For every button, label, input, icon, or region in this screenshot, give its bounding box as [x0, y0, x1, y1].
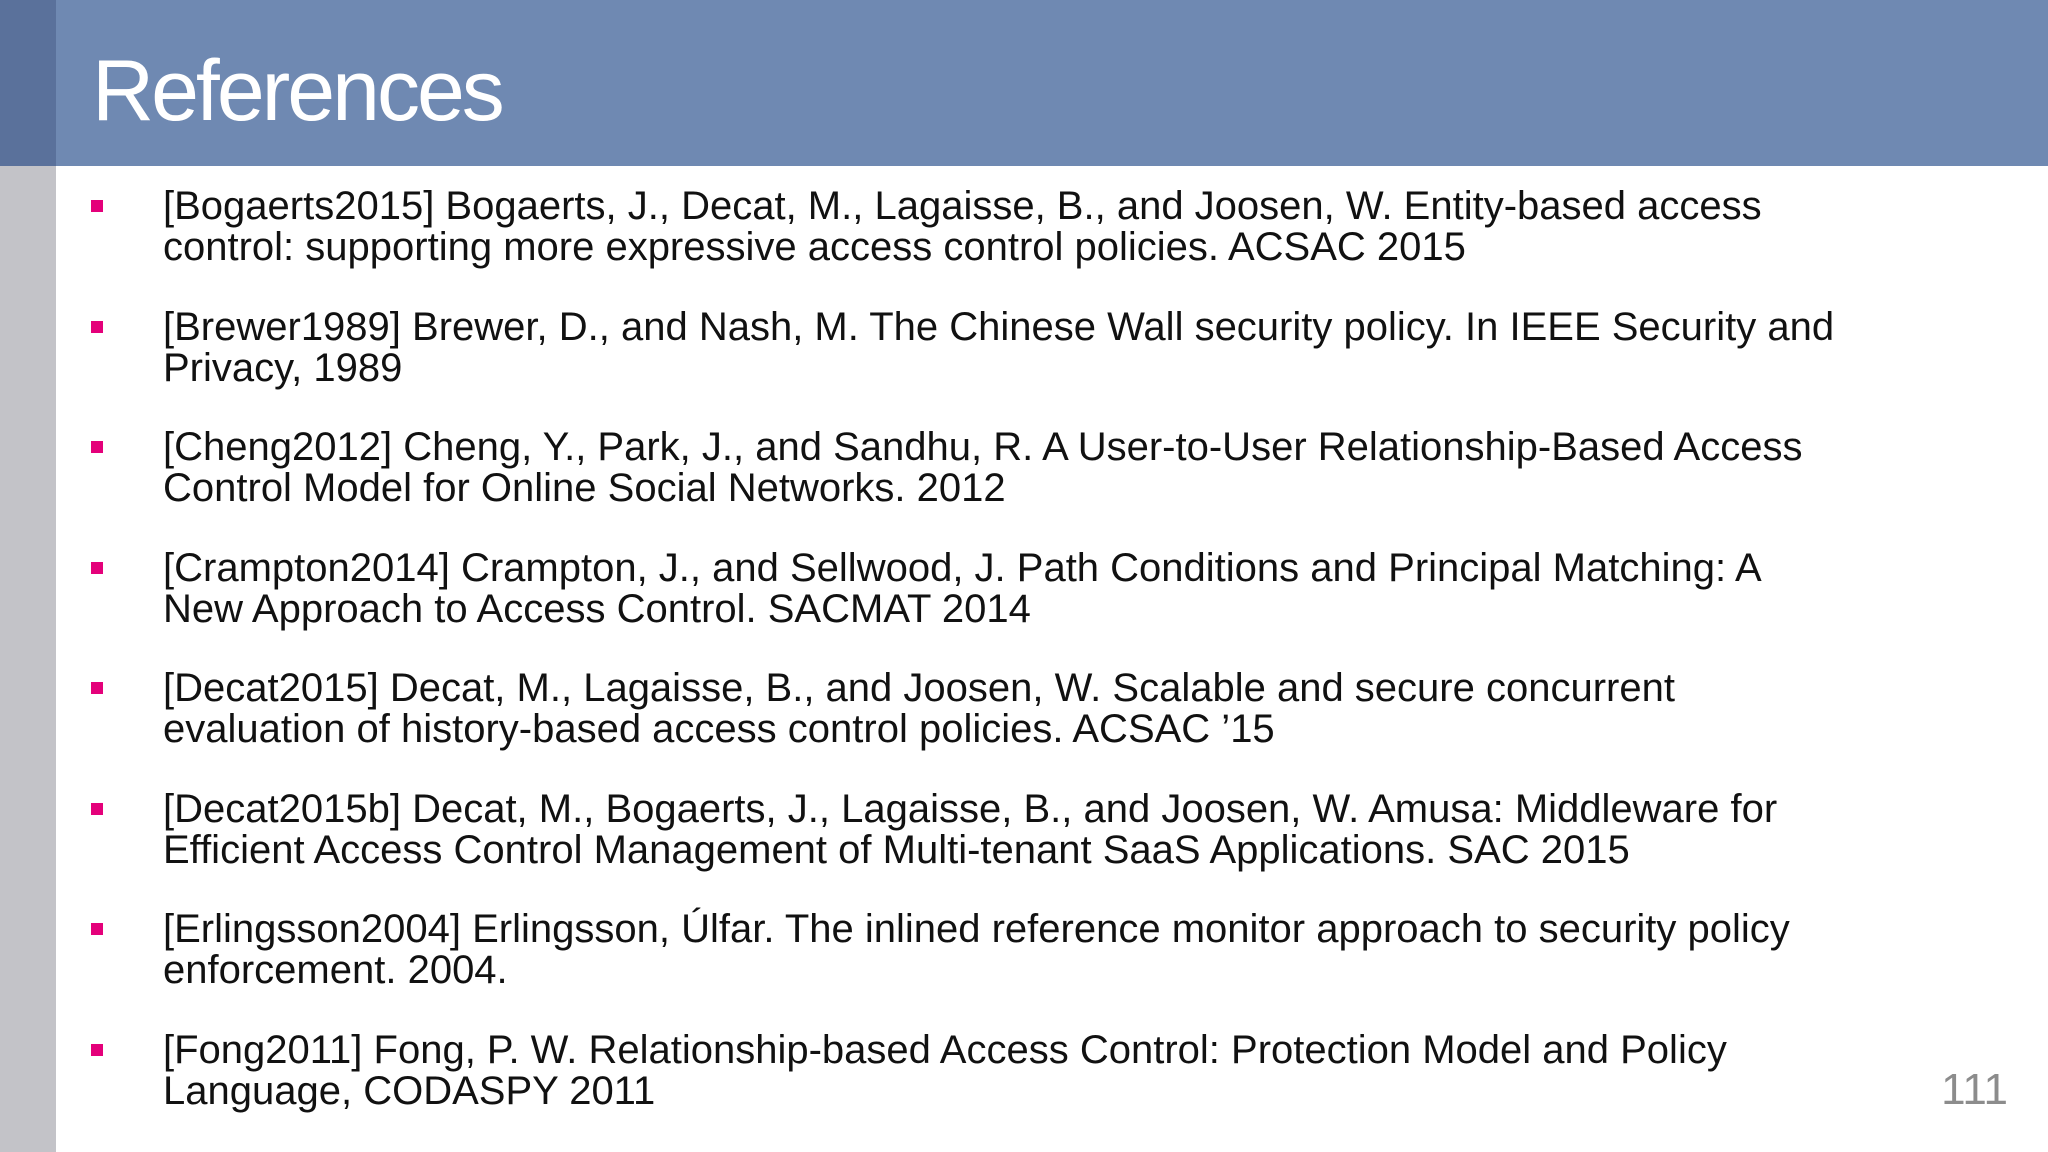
- reference-text: [163, 786, 2023, 872]
- reference-line: [Decat2015] Decat, M., Lagaisse, B., and Joosen, W. Scalable and secure concurrent: [163, 666, 1675, 710]
- reference-text: [163, 427, 2023, 509]
- reference-item: [0, 545, 2048, 669]
- reference-line: [Bogaerts2015] Bogaerts, J., Decat, M., Lagaisse, B., and Joosen, W. Entity-based access: [163, 184, 1762, 228]
- reference-item: [0, 1027, 2048, 1151]
- reference-item: [0, 186, 2048, 307]
- square-bullet-icon: [91, 682, 103, 694]
- reference-item: [0, 427, 2048, 548]
- square-bullet-icon: [91, 1044, 103, 1056]
- reference-item: [0, 304, 2048, 428]
- reference-line: [Cheng2012] Cheng, Y., Park, J., and Sandhu, R. A User-to-User Relationship-Based Access: [163, 425, 1803, 469]
- square-bullet-icon: [91, 923, 103, 935]
- page-number: 111: [1941, 1065, 2008, 1114]
- reference-line: Control Model for Online Social Networks. 2012: [163, 466, 1006, 510]
- square-bullet-icon: [91, 562, 103, 574]
- square-bullet-icon: [91, 441, 103, 453]
- reference-line: Language, CODASPY 2011: [163, 1068, 656, 1113]
- reference-text: [163, 909, 2023, 991]
- reference-text: [163, 668, 2023, 750]
- reference-line: [Decat2015b] Decat, M., Bogaerts, J., Lagaisse, B., and Joosen, W. Amusa: Middleware for: [163, 786, 1778, 831]
- reference-line: [Crampton2014] Crampton, J., and Sellwood, J. Path Conditions and Principal Matching: A: [163, 545, 1762, 590]
- reference-text: [163, 186, 2023, 268]
- left-side-bar-top: [0, 0, 56, 166]
- reference-line: control: supporting more expressive access control policies. ACSAC 2015: [163, 225, 1466, 269]
- reference-text: [163, 1027, 2023, 1113]
- reference-line: [Fong2011] Fong, P. W. Relationship-based Access Control: Protection Model and Policy: [163, 1027, 1727, 1072]
- reference-item: [0, 786, 2048, 910]
- reference-line: Efficient Access Control Management of Multi-tenant SaaS Applications. SAC 2015: [163, 827, 1630, 872]
- reference-line: New Approach to Access Control. SACMAT 2014: [163, 586, 1031, 631]
- reference-text: [163, 545, 2023, 631]
- reference-text: [163, 304, 2023, 390]
- reference-line: evaluation of history-based access control policies. ACSAC ’15: [163, 707, 1275, 751]
- references-list: [0, 186, 2048, 1150]
- square-bullet-icon: [91, 321, 103, 333]
- reference-item: [0, 909, 2048, 1030]
- reference-line: Privacy, 1989: [163, 345, 403, 390]
- square-bullet-icon: [91, 803, 103, 815]
- reference-line: enforcement. 2004.: [163, 948, 508, 992]
- reference-line: [Brewer1989] Brewer, D., and Nash, M. The Chinese Wall security policy. In IEEE Security and: [163, 304, 1835, 349]
- reference-line: [Erlingsson2004] Erlingsson, Úlfar. The inlined reference monitor approach to security policy: [163, 907, 1790, 951]
- slide-title: References: [92, 43, 502, 139]
- reference-item: [0, 668, 2048, 789]
- square-bullet-icon: [91, 200, 103, 212]
